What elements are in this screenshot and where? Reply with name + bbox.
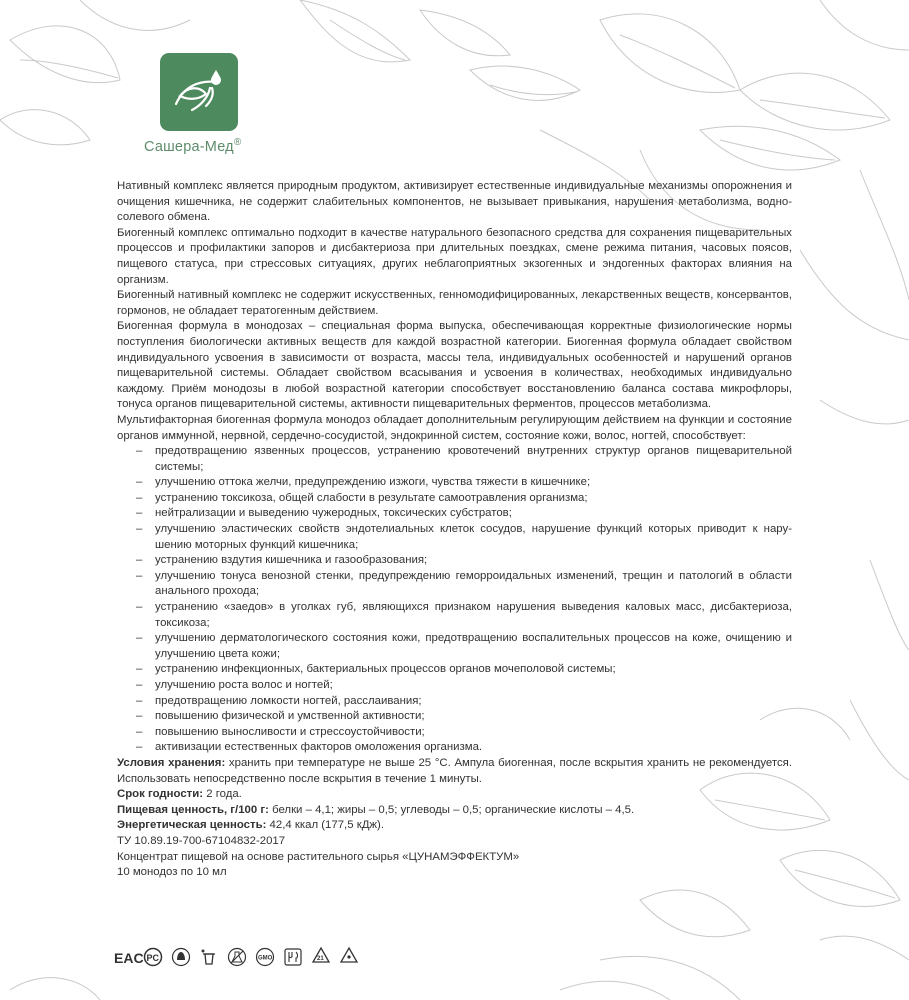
svg-text:21: 21 [317,956,324,962]
paragraph: Мультифакторная биогенная формула монодоз обладает дополнительным регулирующим действием на функции и состояние органов иммунной, нервной, сердечно-сосудистой, эндокринной систем, состояние кожи, волос, ногтей, способствует: [117,413,792,442]
list-item: – предотвращению ломкости ногтей, расслаивания; [136,694,422,707]
brand-logo [160,53,238,131]
gmo-free-icon [255,946,275,968]
paragraph: Биогенная формула в монодозах – специальная форма выпуска, обеспечивающая корректные физиологические нормы поступления биологически активных веществ для каждой возрастной категории. Биогенная формула обладает свойством индивидуального усвоения в зависимости от возраста, массы тела, индивидуальных особенностей и нарушений органов пищеварительной системы. Обладает свойством всасывания и усвоения в количествах, необходимых индивидуально каждому. Приём монодозы в любой возрастной категории способствует восстановлению баланса состава микрофлоры, тонуса органов пищеварительной системы, активности пищеварительных ферментов, процессов метаболизма. [117,320,792,411]
list-item: – устранению инфекционных, бактериальных процессов органов мочеполовой системы; [136,663,616,676]
brand-name: Сашера-Мед® [144,137,242,155]
list-item: – улучшению роста волос и ногтей; [136,679,333,691]
list-item: – улучшению оттока желчи, предупреждению изжоги, чувства тяжести в кишечнике; [136,476,591,489]
recycle-pet-icon [339,946,359,968]
paragraph: Нативный комплекс является природным продуктом, активизирует естественные индивидуальные механизмы опорожнения и очищения кишечника, не содержит слабительных компонентов, не вызывает привыкания, нарушения метаболизма, водно-солевого обмена. [117,180,792,224]
list-item: – активизации естественных факторов омоложения организма. [136,741,483,754]
package-info: 10 монодоз по 10 мл [117,866,227,879]
energy-value: Энергетическая ценность: 42,4 ккал (177,5 кДж). [117,819,384,832]
recycle-21-icon [311,946,331,968]
shelf-life: Срок годности: 2 года. [117,788,242,801]
list-item: – устранению токсикоза, общей слабости в результате самоотравления организма; [136,491,588,504]
paragraph: Биогенный нативный комплекс не содержит искусственных, генномодифицированных, лекарственных веществ, консервантов, гормонов, не обладает тератогенным действием. [117,289,792,317]
list-item: – улучшению тонуса венозной стенки, предупреждению геморроидальных изменений, трещин и патологий в области анального прохода; [136,569,792,598]
tu-number: ТУ 10.89.19-700-67104832-2017 [117,834,286,847]
food-safe-icon [283,946,303,968]
list-item: – повышению физической и умственной активности; [136,710,425,723]
eac-mark-icon [114,946,144,968]
rst-mark-icon [143,946,163,968]
paragraph: Биогенный комплекс оптимально подходит в качестве натурального безопасного средства для сохранения пищеварительных процессов и профилактики запоров и дисбактериоза при длительных поездках, смене режима питания, часовых поясов, пищевого статуса, при стрессовых ситуациях, других неблагоприятных экзогенных и эндогенных факторах влияния на организм. [117,226,792,286]
list-item: – улучшению эластических свойств эндотелиальных клеток сосудов, нарушение функций которых приводит к нару-шению моторных функций кишечника; [136,523,792,551]
cruelty-free-icon [171,946,191,968]
nutrition-value: Пищевая ценность, г/100 г: белки – 4,1; жиры – 0,5; углеводы – 0,5; органические кислоты – 4,5. [117,803,635,816]
svg-text:PC: PC [146,953,160,963]
certification-icons [115,942,359,972]
list-item: – повышению выносливости и стрессоустойчивости; [136,725,425,738]
storage-conditions: Условия хранения: хранить при температуре не выше 25 °С. Ампула биогенная, после вскрытия хранить не рекомендуется. Использовать непосредственно после вскрытия в течение 1 минуты. [117,756,792,785]
benefits-list [117,444,792,756]
list-item: – нейтрализации и выведению чужеродных, токсических субстратов; [136,507,512,520]
concentrate-description: Концентрат пищевой на основе растительного сырья «ЦУНАМЭФФЕКТУМ» [117,850,520,863]
svg-text:GMO: GMO [258,955,273,962]
svg-text:EAC: EAC [114,950,144,966]
list-item: – устранению «заедов» в уголках губ, являющихся признаком нарушения выведения каловых масс, дисбактериоза, токсикоза; [136,601,792,629]
recycle-bin-icon [199,946,219,968]
product-description [117,179,792,881]
leaf-drop-icon [170,66,228,118]
no-chemicals-icon [227,946,247,968]
list-item: – улучшению дерматологического состояния кожи, предотвращению воспалительных процессов на коже, очищению и улучшению цвета кожи; [136,632,792,660]
list-item: – предотвращению язвенных процессов, устранению кровотечений внутренних структур органов пищеварительной системы; [136,445,792,473]
list-item: – устранению вздутия кишечника и газообразования; [136,554,428,567]
